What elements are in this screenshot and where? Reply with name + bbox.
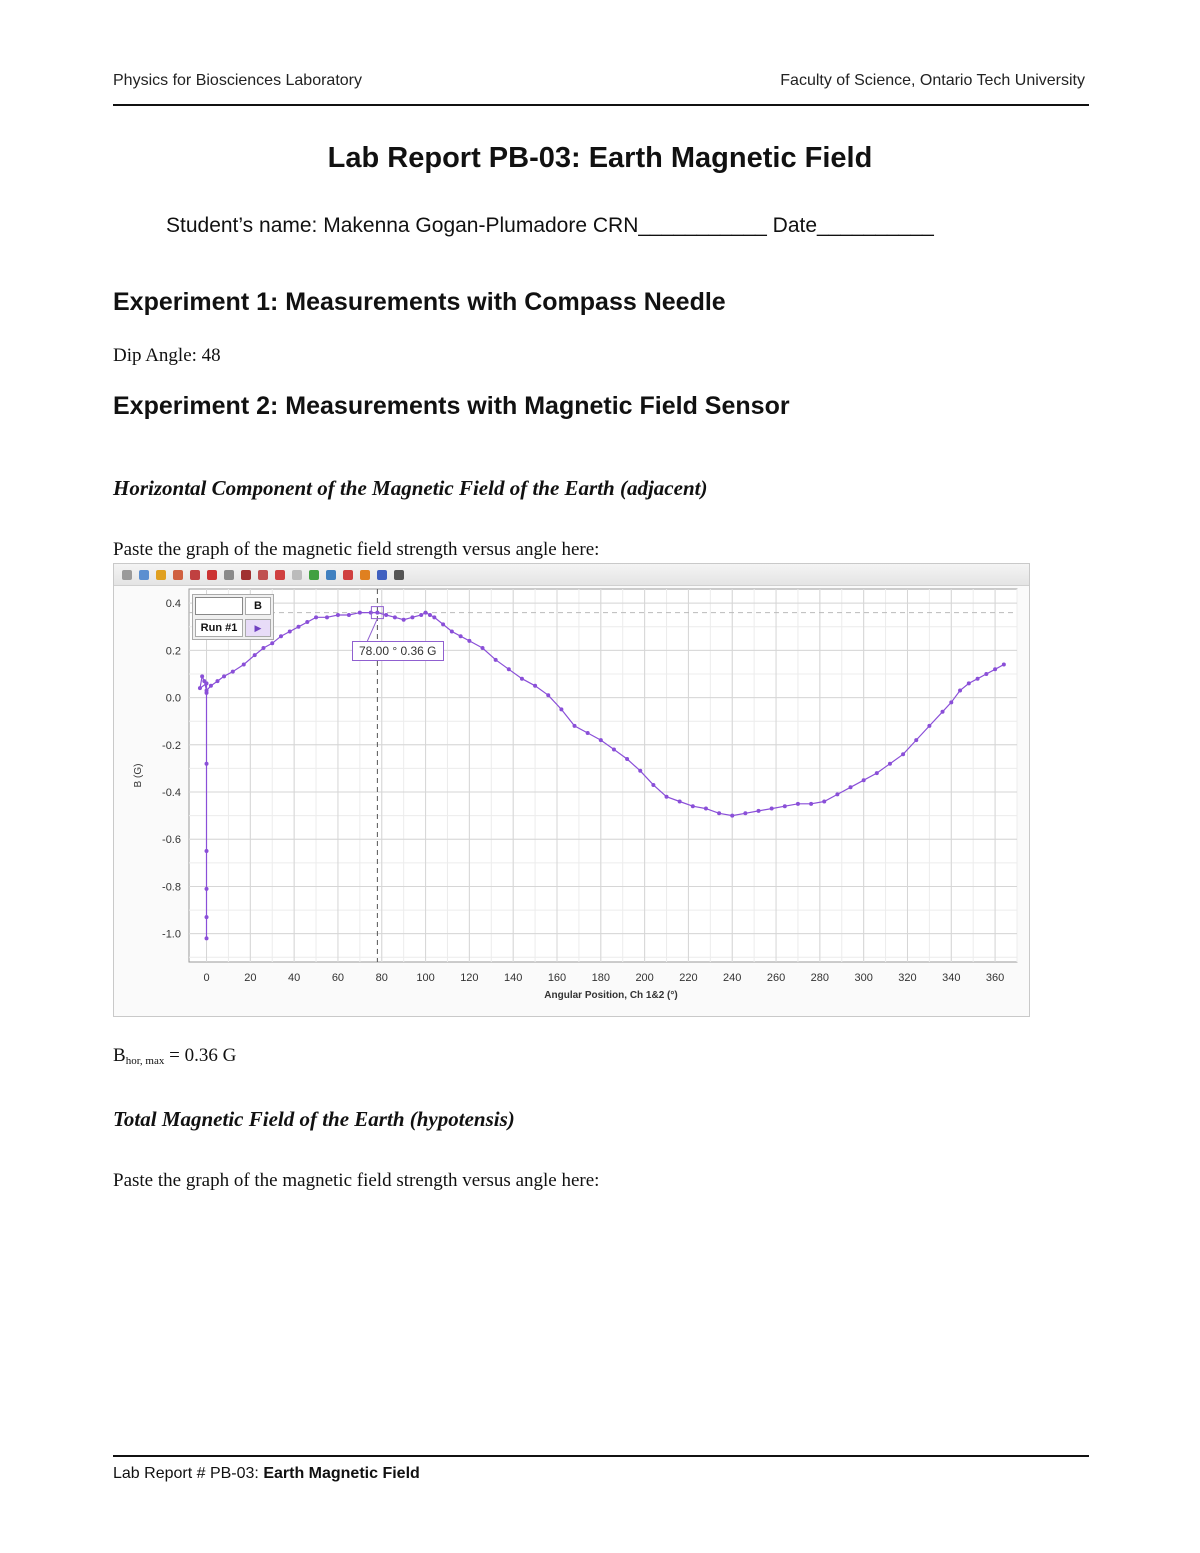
- data-point: [242, 663, 246, 667]
- data-point: [215, 679, 219, 683]
- data-point: [202, 679, 206, 683]
- y-tick-label: -0.2: [162, 739, 181, 752]
- data-point: [205, 762, 209, 766]
- x-tick-label: 200: [635, 972, 654, 984]
- data-point: [546, 693, 550, 697]
- data-point: [822, 799, 826, 803]
- x-tick-label: 40: [288, 972, 301, 984]
- data-point: [927, 724, 931, 728]
- table-icon[interactable]: [122, 570, 132, 580]
- data-point: [297, 625, 301, 629]
- data-point: [984, 672, 988, 676]
- data-point: [205, 689, 209, 693]
- data-point: [305, 620, 309, 624]
- data-point: [678, 799, 682, 803]
- bmax-symbol: B: [113, 1045, 126, 1066]
- data-point: [261, 646, 265, 650]
- data-point: [901, 752, 905, 756]
- data-point: [691, 804, 695, 808]
- x-tick-label: 120: [460, 972, 479, 984]
- data-point: [270, 641, 274, 645]
- y-tick-label: 0.0: [165, 692, 181, 705]
- data-point: [441, 622, 445, 626]
- total-heading: Total Magnetic Field of the Earth (hypotensis): [113, 1107, 515, 1131]
- data-point: [967, 681, 971, 685]
- header-rule: [113, 104, 1089, 106]
- play-icon[interactable]: ▶: [245, 619, 271, 637]
- data-point: [507, 667, 511, 671]
- data-point: [665, 795, 669, 799]
- x-tick-label: 220: [679, 972, 698, 984]
- data-point: [222, 674, 226, 678]
- coordinate-tooltip: 78.00 ° 0.36 G: [352, 641, 444, 661]
- data-point: [638, 769, 642, 773]
- data-point: [875, 771, 879, 775]
- data-point: [231, 670, 235, 674]
- data-point: [949, 700, 953, 704]
- data-point: [336, 613, 340, 617]
- paste-prompt-1: Paste the graph of the magnetic field strength versus angle here:: [113, 539, 600, 560]
- field-vs-angle-chart: [114, 586, 1029, 1016]
- data-point: [888, 762, 892, 766]
- data-point: [205, 936, 209, 940]
- data-point: [757, 809, 761, 813]
- graph-icon[interactable]: [139, 570, 149, 580]
- paste-prompt-2: Paste the graph of the magnetic field strength versus angle here:: [113, 1170, 600, 1191]
- x-tick-label: 240: [723, 972, 742, 984]
- footer: [113, 1465, 420, 1483]
- camera-icon[interactable]: [394, 570, 404, 580]
- footer-rule: [113, 1455, 1089, 1457]
- y-tick-label: -0.6: [162, 834, 181, 847]
- fit-icon[interactable]: [275, 570, 285, 580]
- data-point: [849, 785, 853, 789]
- data-point: [410, 615, 414, 619]
- dip-angle: Dip Angle: 48: [113, 345, 221, 366]
- delete-icon[interactable]: [343, 570, 353, 580]
- data-point: [288, 629, 292, 633]
- data-point: [743, 811, 747, 815]
- y-tick-label: -0.8: [162, 881, 181, 894]
- legend-field[interactable]: [195, 597, 243, 615]
- x-tick-label: 280: [810, 972, 830, 984]
- data-point: [625, 757, 629, 761]
- data-point: [730, 814, 734, 818]
- graph-legend: [192, 594, 274, 640]
- data-point: [209, 684, 213, 688]
- data-point: [573, 724, 577, 728]
- data-point: [717, 811, 721, 815]
- data-point: [796, 802, 800, 806]
- bmax-value: = 0.36 G: [164, 1045, 237, 1066]
- data-point: [253, 653, 257, 657]
- legend-run[interactable]: Run #1: [195, 619, 243, 637]
- data-point: [325, 615, 329, 619]
- plot-area: [189, 589, 1017, 962]
- graph-toolbar: [114, 564, 1029, 586]
- data-point: [520, 677, 524, 681]
- experiment2-heading: Experiment 2: Measurements with Magnetic Field Sensor: [113, 392, 790, 420]
- data-point: [958, 689, 962, 693]
- y-tick-label: 0.2: [165, 645, 181, 658]
- data-point: [559, 707, 563, 711]
- data-point: [481, 646, 485, 650]
- y-axis-label: B (G): [133, 763, 144, 788]
- x-tick-label: 160: [547, 972, 567, 984]
- x-tick-label: 80: [375, 972, 388, 984]
- bmax-subscript: hor, max: [125, 1055, 165, 1067]
- x-tick-label: 100: [416, 972, 435, 984]
- x-tick-label: 320: [898, 972, 917, 984]
- data-point: [651, 783, 655, 787]
- data-point: [393, 615, 397, 619]
- horizontal-heading: Horizontal Component of the Magnetic Field of the Earth (adjacent): [113, 476, 708, 500]
- bhor-max-result: [113, 1045, 236, 1067]
- x-tick-label: 340: [942, 972, 961, 984]
- highlight-icon[interactable]: [156, 570, 166, 580]
- x-tick-label: 20: [244, 972, 257, 984]
- data-point: [612, 748, 616, 752]
- select-icon[interactable]: [326, 570, 336, 580]
- data-point: [347, 613, 351, 617]
- y-tick-label: 0.4: [165, 598, 181, 611]
- data-point: [783, 804, 787, 808]
- header-course: Physics for Biosciences Laboratory: [113, 72, 362, 89]
- data-point: [402, 618, 406, 622]
- y-tick-label: -0.4: [162, 787, 181, 800]
- header-faculty: Faculty of Science, Ontario Tech University: [780, 72, 1085, 89]
- data-point: [375, 611, 379, 615]
- x-axis-label: Angular Position, Ch 1&2 (°): [544, 990, 678, 1001]
- x-tick-label: 260: [766, 972, 786, 984]
- y-tick-label: -1.0: [162, 928, 181, 941]
- data-point: [1002, 663, 1006, 667]
- data-point: [358, 611, 362, 615]
- data-point: [205, 887, 209, 891]
- data-point: [279, 634, 283, 638]
- footer-bold: Earth Magnetic Field: [263, 1465, 420, 1482]
- data-point: [198, 686, 202, 690]
- sigma-icon[interactable]: [190, 570, 200, 580]
- data-point: [599, 738, 603, 742]
- color-icon[interactable]: [360, 570, 370, 580]
- data-icon[interactable]: [309, 570, 319, 580]
- data-point: [976, 677, 980, 681]
- data-point: [428, 613, 432, 617]
- data-point: [314, 615, 318, 619]
- x-tick-label: 180: [591, 972, 610, 984]
- page-title: Lab Report PB-03: Earth Magnetic Field: [327, 142, 873, 174]
- data-point: [586, 731, 590, 735]
- x-tick-label: 300: [854, 972, 873, 984]
- experiment1-heading: Experiment 1: Measurements with Compass Needle: [113, 288, 726, 316]
- data-point: [809, 802, 813, 806]
- data-point: [205, 915, 209, 919]
- x-tick-label: 60: [331, 972, 345, 984]
- delta-icon[interactable]: [292, 570, 302, 580]
- coordinate-icon[interactable]: [224, 570, 234, 580]
- data-point: [459, 634, 463, 638]
- data-point: [419, 613, 423, 617]
- area-icon[interactable]: [258, 570, 268, 580]
- legend-measurement-b[interactable]: B: [245, 597, 271, 615]
- settings-icon[interactable]: [377, 570, 387, 580]
- data-point: [862, 778, 866, 782]
- data-point: [533, 684, 537, 688]
- scale-icon[interactable]: [173, 570, 183, 580]
- data-point: [450, 629, 454, 633]
- x-tick-label: 140: [504, 972, 523, 984]
- data-point: [835, 792, 839, 796]
- data-point: [369, 611, 373, 615]
- data-point: [432, 615, 436, 619]
- data-point: [424, 611, 428, 615]
- data-point: [941, 710, 945, 714]
- student-line: Student’s name: Makenna Gogan-Plumadore CRN___________ Date__________: [166, 214, 934, 237]
- x-tick-label: 360: [985, 972, 1005, 984]
- slope-icon[interactable]: [241, 570, 251, 580]
- data-point: [914, 738, 918, 742]
- footer-prefix: Lab Report # PB-03:: [113, 1465, 264, 1482]
- x-tick-label: 0: [203, 972, 210, 984]
- data-point: [993, 667, 997, 671]
- data-point: [704, 807, 708, 811]
- data-point: [494, 658, 498, 662]
- data-point: [200, 674, 204, 678]
- data-point: [770, 807, 774, 811]
- data-point: [384, 613, 388, 617]
- text-icon[interactable]: [207, 570, 217, 580]
- data-point: [205, 849, 209, 853]
- data-point: [467, 639, 471, 643]
- pasted-graph: [113, 563, 1030, 1017]
